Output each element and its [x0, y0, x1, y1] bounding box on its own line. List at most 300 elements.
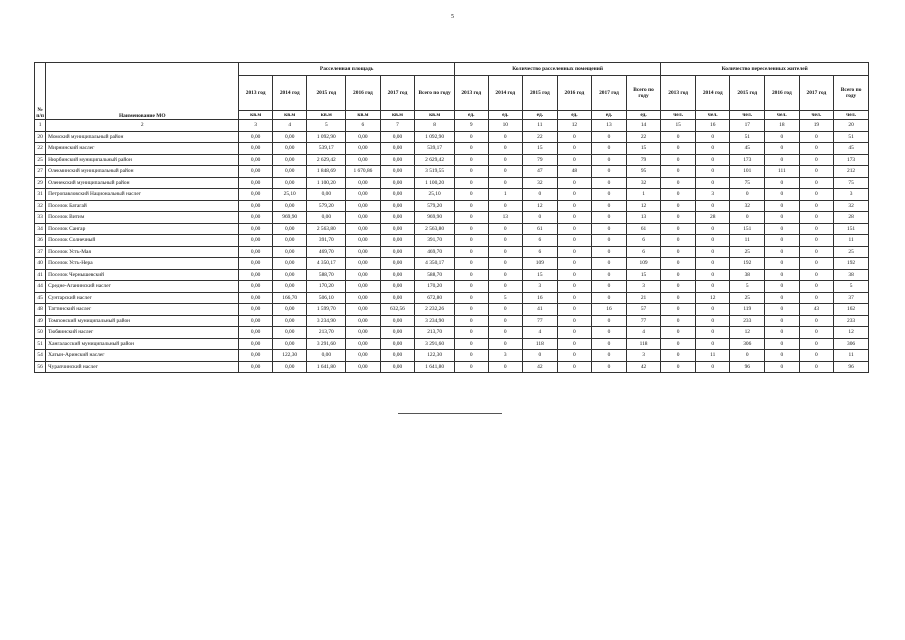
row-value: 11 — [730, 235, 765, 247]
row-value: 0 — [592, 177, 627, 189]
row-value: 579,20 — [415, 200, 455, 212]
row-value: 0 — [454, 292, 488, 304]
table-row — [35, 281, 869, 293]
row-value: 0 — [695, 281, 730, 293]
row-value: 3 291,60 — [415, 338, 455, 350]
row-value: 0 — [454, 200, 488, 212]
row-value: 0 — [592, 189, 627, 201]
table-row — [35, 258, 869, 270]
row-value: 0,00 — [272, 269, 307, 281]
resettlement-table — [34, 62, 869, 373]
row-value: 1 848,69 — [307, 166, 346, 178]
row-value: 12 — [523, 200, 558, 212]
footer-rule — [398, 413, 502, 414]
row-value: 0 — [488, 281, 523, 293]
row-mo-name: Сунтарский наслег — [46, 292, 239, 304]
header-column-number: 8 — [415, 120, 455, 132]
row-value: 1 — [488, 189, 523, 201]
row-value: 0 — [454, 258, 488, 270]
row-value: 0 — [557, 223, 592, 235]
row-value: 75 — [834, 177, 869, 189]
row-value: 306 — [834, 338, 869, 350]
row-value: 0 — [765, 361, 800, 373]
row-value: 0 — [765, 315, 800, 327]
row-value: 15 — [523, 143, 558, 155]
row-value: 0 — [799, 258, 834, 270]
row-value: 22 — [523, 131, 558, 143]
row-value: 32 — [523, 177, 558, 189]
row-value: 51 — [730, 131, 765, 143]
row-value: 0,00 — [239, 361, 273, 373]
row-value: 0,00 — [346, 327, 381, 339]
row-value: 0 — [661, 246, 696, 258]
row-value: 6 — [523, 235, 558, 247]
table-row — [35, 166, 869, 178]
header-column-number: 4 — [272, 120, 307, 132]
row-value: 6 — [626, 235, 661, 247]
row-value: 0 — [488, 246, 523, 258]
row-value: 4 350,17 — [415, 258, 455, 270]
row-value: 0,00 — [346, 143, 381, 155]
row-value: 0,00 — [346, 131, 381, 143]
row-value: 0 — [695, 143, 730, 155]
header-column-number: 15 — [661, 120, 696, 132]
row-value: 15 — [626, 143, 661, 155]
row-value: 0 — [592, 258, 627, 270]
row-value: 170,20 — [415, 281, 455, 293]
row-value: 0 — [765, 269, 800, 281]
row-value: 75 — [730, 177, 765, 189]
row-value: 11 — [695, 350, 730, 362]
row-value: 0,00 — [380, 315, 415, 327]
row-value: 37 — [834, 292, 869, 304]
row-value: 0 — [765, 131, 800, 143]
row-value: 0 — [765, 281, 800, 293]
row-value: 0 — [799, 189, 834, 201]
row-value: 0,00 — [272, 315, 307, 327]
row-value: 0,00 — [239, 189, 273, 201]
row-value: 0 — [661, 304, 696, 316]
row-value: 0 — [695, 258, 730, 270]
row-mo-name: Поселок Батагай — [46, 200, 239, 212]
table-row — [35, 327, 869, 339]
row-value: 0 — [661, 166, 696, 178]
row-value: 41 — [523, 304, 558, 316]
row-mo-name: Тюбяинский наслег — [46, 327, 239, 339]
row-value: 0 — [592, 246, 627, 258]
row-value: 539,17 — [415, 143, 455, 155]
header-column-number: 1 — [35, 120, 46, 132]
row-value: 0,00 — [346, 350, 381, 362]
row-value: 0 — [765, 338, 800, 350]
row-value: 0 — [557, 189, 592, 201]
row-value: 0 — [765, 292, 800, 304]
row-value: 101 — [730, 166, 765, 178]
row-value: 1 641,80 — [415, 361, 455, 373]
header-column-number: 10 — [488, 120, 523, 132]
row-value: 122,30 — [272, 350, 307, 362]
row-value: 13 — [488, 212, 523, 224]
row-value: 109 — [626, 258, 661, 270]
row-value: 0 — [592, 361, 627, 373]
row-value: 1 092,90 — [415, 131, 455, 143]
table-row — [35, 235, 869, 247]
header-year: 2015 год — [730, 76, 765, 111]
row-value: 0 — [454, 350, 488, 362]
row-value: 170,20 — [307, 281, 346, 293]
row-value: 0 — [799, 327, 834, 339]
row-value: 0 — [557, 350, 592, 362]
row-value: 0 — [765, 200, 800, 212]
row-value: 0 — [454, 361, 488, 373]
row-value: 0,00 — [380, 258, 415, 270]
row-value: 95 — [626, 166, 661, 178]
row-number: 29 — [35, 177, 46, 189]
header-unit: чел. — [799, 111, 834, 120]
row-value: 0 — [454, 166, 488, 178]
row-value: 0 — [695, 154, 730, 166]
row-value: 0,00 — [380, 350, 415, 362]
row-value: 0 — [488, 166, 523, 178]
row-value: 11 — [834, 235, 869, 247]
row-value: 212 — [834, 166, 869, 178]
row-value: 0 — [488, 304, 523, 316]
row-value: 42 — [523, 361, 558, 373]
row-value: 0 — [557, 327, 592, 339]
row-value: 4 — [626, 327, 661, 339]
row-value: 16 — [523, 292, 558, 304]
row-value: 0 — [695, 315, 730, 327]
row-value: 15 — [523, 269, 558, 281]
row-value: 233 — [834, 315, 869, 327]
header-year: 2017 год — [799, 76, 834, 111]
row-value: 151 — [730, 223, 765, 235]
header-column-number: 6 — [346, 120, 381, 132]
row-value: 77 — [626, 315, 661, 327]
row-value: 0,00 — [307, 189, 346, 201]
row-value: 0 — [799, 361, 834, 373]
row-value: 0,00 — [380, 327, 415, 339]
row-value: 0,00 — [239, 350, 273, 362]
row-value: 0,00 — [380, 361, 415, 373]
row-value: 38 — [834, 269, 869, 281]
header-unit: кв.м — [307, 111, 346, 120]
header-year: Всего по году — [415, 76, 455, 111]
row-mo-name: Поселок Усть-Мая — [46, 246, 239, 258]
row-value: 22 — [626, 131, 661, 143]
row-value: 0 — [557, 143, 592, 155]
row-value: 2 232,26 — [415, 304, 455, 316]
row-value: 43 — [799, 304, 834, 316]
row-value: 0 — [695, 200, 730, 212]
row-value: 0 — [454, 131, 488, 143]
row-value: 0 — [765, 189, 800, 201]
header-column-numbers-row — [35, 120, 869, 132]
row-value: 0 — [488, 338, 523, 350]
header-unit: ед. — [488, 111, 523, 120]
row-mo-name: Таттинский наслег — [46, 304, 239, 316]
row-value: 61 — [523, 223, 558, 235]
row-value: 588,70 — [307, 269, 346, 281]
row-value: 0 — [661, 269, 696, 281]
row-value: 0,00 — [239, 154, 273, 166]
row-value: 0 — [592, 269, 627, 281]
row-value: 0 — [661, 200, 696, 212]
row-value: 0 — [454, 223, 488, 235]
row-value: 0 — [557, 281, 592, 293]
header-column-number: 2 — [46, 120, 239, 132]
row-value: 0 — [661, 177, 696, 189]
table-row — [35, 143, 869, 155]
row-value: 0 — [488, 131, 523, 143]
row-value: 173 — [834, 154, 869, 166]
row-value: 0 — [799, 154, 834, 166]
row-value: 0 — [799, 292, 834, 304]
row-value: 0 — [454, 235, 488, 247]
row-value: 0,00 — [272, 361, 307, 373]
row-value: 3 — [626, 281, 661, 293]
table-row — [35, 131, 869, 143]
table-body — [35, 131, 869, 373]
table-row — [35, 154, 869, 166]
row-value: 0 — [799, 350, 834, 362]
row-value: 0,00 — [380, 212, 415, 224]
row-value: 3 — [695, 189, 730, 201]
header-column-number: 9 — [454, 120, 488, 132]
row-value: 0 — [695, 304, 730, 316]
row-value: 0,00 — [346, 200, 381, 212]
row-mo-name: Средне-Аганинский наслег — [46, 281, 239, 293]
row-value: 0,00 — [239, 131, 273, 143]
header-column-number: 5 — [307, 120, 346, 132]
row-number: 27 — [35, 166, 46, 178]
row-value: 0,00 — [272, 246, 307, 258]
row-number: 54 — [35, 350, 46, 362]
row-value: 0,00 — [272, 258, 307, 270]
row-value: 48 — [557, 166, 592, 178]
row-value: 0 — [765, 154, 800, 166]
row-value: 0 — [799, 200, 834, 212]
row-value: 1 599,70 — [307, 304, 346, 316]
row-mo-name: Мирнинский наслег — [46, 143, 239, 155]
row-value: 0 — [557, 154, 592, 166]
row-value: 0,00 — [346, 212, 381, 224]
row-mo-name: Поселок Усть-Нера — [46, 258, 239, 270]
row-value: 0 — [592, 315, 627, 327]
row-value: 32 — [834, 200, 869, 212]
row-value: 5 — [834, 281, 869, 293]
row-value: 32 — [626, 177, 661, 189]
row-value: 0 — [661, 235, 696, 247]
row-value: 25 — [730, 292, 765, 304]
row-value: 0,00 — [239, 246, 273, 258]
row-value: 25,10 — [415, 189, 455, 201]
row-value: 0 — [799, 315, 834, 327]
row-number: 44 — [35, 281, 46, 293]
row-value: 579,20 — [307, 200, 346, 212]
row-value: 0 — [488, 361, 523, 373]
row-value: 0 — [592, 131, 627, 143]
row-value: 0 — [661, 154, 696, 166]
row-value: 0 — [661, 189, 696, 201]
row-value: 0 — [661, 361, 696, 373]
header-year: 2013 год — [239, 76, 273, 111]
header-column-number: 7 — [380, 120, 415, 132]
row-value: 0 — [695, 235, 730, 247]
header-num: № п/п — [35, 63, 46, 120]
header-unit: кв.м — [239, 111, 273, 120]
row-value: 0 — [765, 223, 800, 235]
row-value: 0,00 — [239, 166, 273, 178]
row-number: 49 — [35, 315, 46, 327]
row-value: 0,00 — [272, 223, 307, 235]
row-value: 0 — [765, 327, 800, 339]
row-value: 2 563,80 — [415, 223, 455, 235]
row-value: 306 — [730, 338, 765, 350]
header-column-number: 3 — [239, 120, 273, 132]
row-value: 0 — [454, 315, 488, 327]
row-value: 25,10 — [272, 189, 307, 201]
row-value: 3 234,90 — [307, 315, 346, 327]
header-unit: чел. — [695, 111, 730, 120]
row-value: 0 — [488, 315, 523, 327]
row-value: 61 — [626, 223, 661, 235]
row-value: 391,70 — [415, 235, 455, 247]
row-value: 0 — [765, 350, 800, 362]
row-value: 119 — [730, 304, 765, 316]
row-value: 0 — [592, 338, 627, 350]
row-value: 0 — [557, 315, 592, 327]
row-value: 3 — [488, 350, 523, 362]
row-value: 0 — [799, 235, 834, 247]
header-unit: ед. — [626, 111, 661, 120]
row-value: 0,00 — [380, 292, 415, 304]
row-value: 118 — [523, 338, 558, 350]
row-number: 40 — [35, 258, 46, 270]
table-row — [35, 189, 869, 201]
row-value: 0 — [661, 350, 696, 362]
row-value: 0 — [661, 327, 696, 339]
row-value: 15 — [626, 269, 661, 281]
header-column-number: 13 — [592, 120, 627, 132]
header-unit: чел. — [834, 111, 869, 120]
row-value: 96 — [730, 361, 765, 373]
row-mo-name: Хатын-Аринский наслег — [46, 350, 239, 362]
row-value: 0 — [765, 304, 800, 316]
row-value: 0 — [799, 246, 834, 258]
row-value: 0 — [557, 177, 592, 189]
table-row — [35, 212, 869, 224]
row-value: 0,00 — [272, 235, 307, 247]
row-value: 6 — [523, 246, 558, 258]
row-value: 0 — [695, 338, 730, 350]
row-number: 45 — [35, 292, 46, 304]
row-mo-name: Нюрбинский муниципальный район — [46, 154, 239, 166]
row-value: 0,00 — [239, 304, 273, 316]
row-value: 51 — [834, 131, 869, 143]
row-value: 4 — [523, 327, 558, 339]
row-number: 51 — [35, 338, 46, 350]
header-year: 2017 год — [380, 76, 415, 111]
row-value: 0 — [799, 281, 834, 293]
row-value: 0,00 — [380, 338, 415, 350]
row-value: 0,00 — [380, 281, 415, 293]
row-value: 0 — [695, 131, 730, 143]
row-value: 213,70 — [415, 327, 455, 339]
row-value: 0 — [488, 200, 523, 212]
row-value: 122,30 — [415, 350, 455, 362]
row-value: 0 — [799, 212, 834, 224]
row-value: 0,00 — [346, 315, 381, 327]
row-value: 672,80 — [415, 292, 455, 304]
table-row — [35, 315, 869, 327]
row-value: 0 — [488, 327, 523, 339]
row-value: 21 — [626, 292, 661, 304]
row-value: 0,00 — [239, 338, 273, 350]
row-value: 0,00 — [346, 258, 381, 270]
row-value: 0 — [454, 269, 488, 281]
row-value: 0 — [557, 338, 592, 350]
row-value: 0,00 — [307, 350, 346, 362]
row-value: 0 — [695, 269, 730, 281]
row-number: 36 — [35, 235, 46, 247]
row-value: 0 — [557, 361, 592, 373]
row-value: 3 519,55 — [415, 166, 455, 178]
row-number: 41 — [35, 269, 46, 281]
row-value: 151 — [834, 223, 869, 235]
row-value: 0 — [488, 143, 523, 155]
row-value: 2 629,42 — [415, 154, 455, 166]
row-value: 1 670,86 — [346, 166, 381, 178]
table-row — [35, 177, 869, 189]
row-value: 213,70 — [307, 327, 346, 339]
row-mo-name: Томпонский муниципальный район — [46, 315, 239, 327]
row-value: 0 — [557, 292, 592, 304]
row-number: 25 — [35, 154, 46, 166]
header-year: 2016 год — [346, 76, 381, 111]
row-value: 47 — [523, 166, 558, 178]
row-value: 0 — [557, 258, 592, 270]
row-value: 969,90 — [272, 212, 307, 224]
row-value: 0,00 — [272, 281, 307, 293]
row-mo-name: Олекминский муниципальный район — [46, 166, 239, 178]
row-value: 0,00 — [380, 131, 415, 143]
row-value: 0,00 — [380, 143, 415, 155]
row-value: 0,00 — [239, 258, 273, 270]
table-row — [35, 304, 869, 316]
row-value: 0,00 — [239, 177, 273, 189]
row-value: 0,00 — [346, 304, 381, 316]
row-value: 79 — [523, 154, 558, 166]
row-value: 0 — [765, 258, 800, 270]
header-unit: кв.м — [272, 111, 307, 120]
header-column-number: 11 — [523, 120, 558, 132]
row-value: 0 — [661, 223, 696, 235]
header-column-number: 20 — [834, 120, 869, 132]
row-value: 5 — [488, 292, 523, 304]
row-value: 111 — [765, 166, 800, 178]
row-number: 31 — [35, 189, 46, 201]
row-value: 0 — [695, 246, 730, 258]
row-value: 1 641,80 — [307, 361, 346, 373]
row-mo-name: Поселок Чернышевский — [46, 269, 239, 281]
row-value: 0 — [695, 361, 730, 373]
table-row — [35, 350, 869, 362]
row-mo-name: Петропавловский Национальный наслег — [46, 189, 239, 201]
row-value: 0,00 — [239, 269, 273, 281]
row-value: 25 — [730, 246, 765, 258]
table-row — [35, 200, 869, 212]
